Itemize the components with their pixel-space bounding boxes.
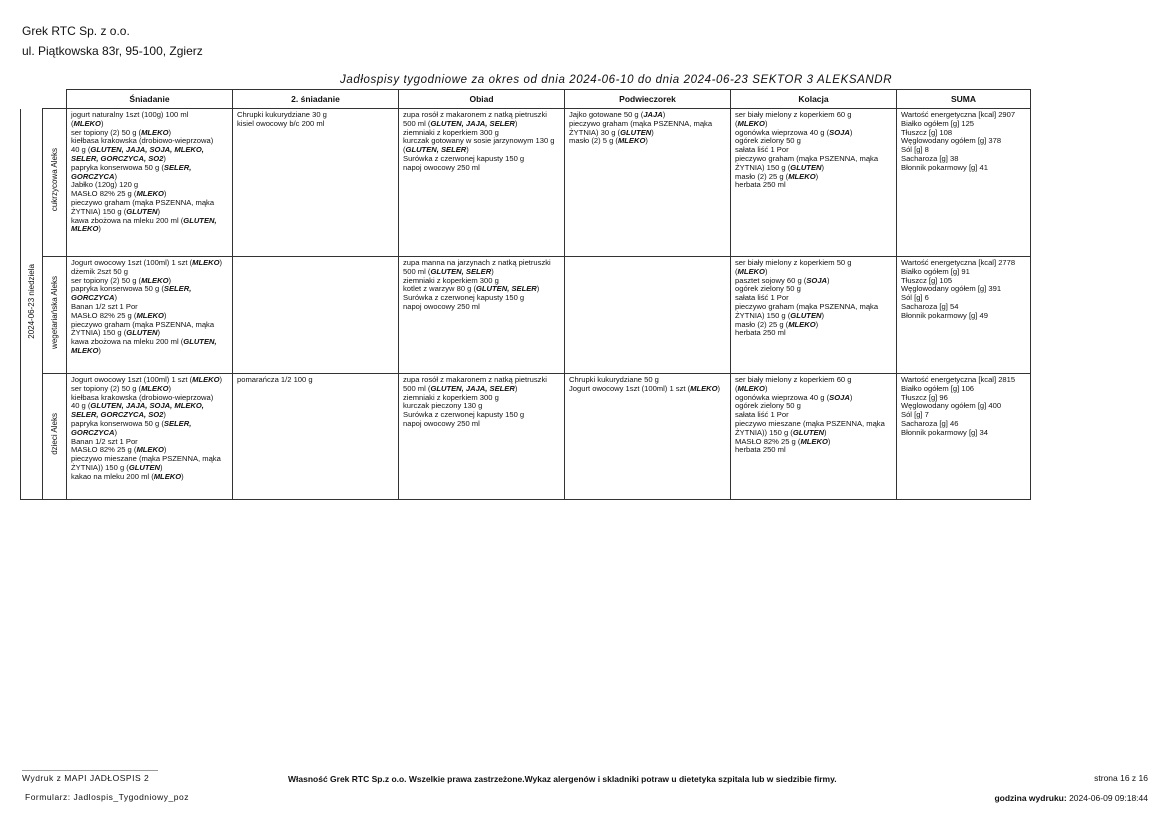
item-text: ziemniaki z koperkiem 300 g [403,392,499,402]
allergen-text: GORCZYCA [71,427,115,437]
item-text: Banan 1/2 szt 1 Por [71,301,138,311]
item-text: Jogurt owocowy 1szt (100ml) 1 szt ( [569,383,691,393]
item-text: ) [717,383,721,393]
diet-label: wegetariańska Aleks [50,276,59,349]
cell-line [569,137,726,146]
item-text: ) [821,162,825,172]
item-text: sałata liść 1 Por [735,410,789,420]
item-text: ) [168,275,172,285]
item-text: ) [98,345,101,355]
allergen-text: MLEKO [737,266,765,276]
item-text: Chrupki kukurydziane 50 g [569,375,659,384]
item-text: Jabłko (120g) 120 g [71,180,139,190]
item-text: ( [735,266,738,276]
allergen-text: GLUTEN, JAJA, SOJA, MLEKO, [90,145,204,155]
header-row [21,90,1031,109]
item-text: ŻYTNIA) 30 g ( [569,127,621,137]
allergen-text: MLEKO [737,383,765,393]
item-text: ) [160,462,163,472]
item-text: napoj owocowy 250 ml [403,418,480,428]
column-header-drugie-sniadanie: 2. śniadanie [233,90,399,109]
summary-cell [897,257,1031,374]
allergen-text: GLUTEN [790,310,822,320]
item-text: ogórek zielony 50 g [735,401,801,411]
item-text: 500 ml ( [403,118,431,128]
allergen-text: MLEKO [737,118,765,128]
cell-line [403,420,560,429]
column-header-sniadanie: Śniadanie [67,90,233,109]
weekly-menu-table [20,89,1031,500]
allergen-text: GLUTEN, JAJA, SELER [430,383,515,393]
item-text: ( [71,118,74,128]
allergen-text: SELER, [163,284,192,294]
item-text: ) [849,127,853,137]
allergen-text: MLEKO [136,310,164,320]
item-text: ) [764,383,768,393]
date-label: 2024-06-23 niedziela [27,263,36,339]
cell-line [71,473,228,482]
item-text: ) [514,383,518,393]
meal-cell [731,374,897,500]
item-text: Surówka z czerwonej kapusty 150 g [403,410,525,420]
item-text: Białko ogółem [g] 106 [901,383,975,393]
item-text: dżemik 2szt 50 g [71,266,128,276]
item-text: masło (2) 25 g ( [735,171,789,181]
allergen-text: MLEKO [617,136,646,146]
item-text: Błonnik pokarmowy [g] 34 [901,427,988,437]
item-text: Jogurt owocowy 1szt (100ml) 1 szt ( [71,258,193,267]
allergen-text: SELER, [163,162,192,172]
meal-cell [233,109,399,257]
item-text: pieczywo graham (mąka PSZENNA, mąka [735,301,879,311]
meal-cell [399,109,565,257]
item-text: ser topiony (2) 50 g ( [71,127,142,137]
item-text: 500 ml ( [403,383,431,393]
item-text: ) [219,375,223,384]
summary-cell [897,374,1031,500]
cell-line [735,329,892,338]
table-row [21,109,1031,257]
item-text: jogurt naturalny 1szt (100g) 100 ml [71,110,189,119]
item-text: Tłuszcz [g] 105 [901,275,953,285]
item-text: ser biały mielony z koperkiem 60 g [735,110,852,119]
allergen-text: GLUTEN [790,162,822,172]
footer-ownership: Własność Grek RTC Sp.z o.o. Wszelkie prawa zastrzeżone.Wykaz alergenów i skladniki potraw u dietetyka szpitala lub w siedzibie firmy. [288,774,837,784]
item-text: ŻYTNIA) 150 g ( [71,328,127,338]
diet-label: cukrzycowa Aleks [50,148,59,212]
item-text: ) [163,445,167,455]
item-text: Wartość energetyczna [kcal] 2907 [901,110,1016,119]
footer-divider [22,770,158,771]
allergen-text: GLUTEN [126,206,158,216]
item-text: pieczywo graham (mąka PSZENNA, mąka [569,118,713,128]
allergen-text: MLEKO [71,345,99,355]
table-row [21,257,1031,374]
diet-cell [43,257,67,374]
document-title: Jadłospisy tygodniowe za okres od dnia 2024-06-10 do dnia 2024-06-23 SEKTOR 3 ALEKSANDR [340,74,893,86]
allergen-text: GLUTEN, JAJA, SOJA, MLEKO, [90,401,204,411]
item-text: pomarańcza 1/2 100 g [237,375,313,384]
item-text: Węglowodany ogółem [g] 400 [901,401,1002,411]
item-text: masło (2) 5 g ( [569,136,618,146]
item-text: ) [100,118,104,128]
cell-line [403,303,560,312]
date-cell [21,109,43,500]
print-time-value: 2024-06-09 09:18:44 [1069,793,1148,803]
item-text: herbata 250 ml [735,445,786,455]
item-text: ziemniaki z koperkiem 300 g [403,127,499,137]
meal-cell [67,257,233,374]
item-text: ŻYTNIA)) 150 g ( [71,462,129,472]
allergen-text: SOJA [829,392,850,402]
item-text: masło (2) 25 g ( [735,319,789,329]
item-text: napoj owocowy 250 ml [403,162,480,172]
item-text: ) [827,436,831,446]
item-text: kawa zbożowa na mleku 200 ml ( [71,215,184,225]
allergen-text: GLUTEN, [183,215,217,225]
cell-line [735,446,892,455]
cell-line [403,164,560,173]
meal-cell [399,374,565,500]
column-header-obiad: Obiad [399,90,565,109]
item-text: Sacharoza [g] 46 [901,418,959,428]
allergen-text: MLEKO [788,319,816,329]
item-text: Jajko gotowane 50 g ( [569,110,644,119]
item-text: ) [849,392,853,402]
item-text: zupa rosół z makaronem z natką pietruszki [403,110,547,119]
item-text: ser topiony (2) 50 g ( [71,383,142,393]
item-text: Węglowodany ogółem [g] 391 [901,284,1002,294]
item-text: MASŁO 82% 25 g ( [71,189,137,199]
item-text: ( [735,383,738,393]
item-text: Węglowodany ogółem [g] 378 [901,136,1002,146]
allergen-text: MLEKO [73,118,101,128]
allergen-text: MLEKO [690,383,718,393]
item-text: kotlet z warzyw 80 g ( [403,284,477,294]
item-text: ) [815,319,819,329]
meal-cell [565,257,731,374]
item-text: ŻYTNIA)) 150 g ( [735,427,793,437]
item-text: 500 ml ( [403,266,431,276]
header-spacer [43,90,67,109]
item-text: Tłuszcz [g] 108 [901,127,953,137]
footer-form: Formularz: Jadlospis_Tygodniowy_poz [25,792,189,802]
column-header-suma: SUMA [897,90,1031,109]
meal-cell [233,257,399,374]
allergen-text: MLEKO [192,258,220,267]
item-text: ) [536,284,540,294]
meal-cell [399,257,565,374]
item-text: ŻYTNIA) 150 g ( [71,206,127,216]
meal-cell [565,374,731,500]
diet-cell [43,109,67,257]
diet-label: dzieci Aleks [50,413,59,455]
item-text: Sacharoza [g] 54 [901,301,959,311]
item-text: ) [466,145,469,155]
item-text: ) [163,189,167,199]
cell-line [71,347,228,356]
footer-printout: Wydruk z MAPI JADŁOSPIS 2 [22,773,150,783]
allergen-text: SOJA [806,275,828,285]
column-header-podwieczorek: Podwieczorek [565,90,731,109]
item-text: ) [163,410,166,420]
diet-cell [43,374,67,500]
summary-cell [897,109,1031,257]
allergen-text: GLUTEN, [183,337,217,347]
item-text: ogórek zielony 50 g [735,136,801,146]
item-text: ) [514,118,518,128]
allergen-text: MLEKO [71,224,99,234]
allergen-text: GLUTEN, JAJA, SELER [430,118,515,128]
allergen-text: MLEKO [800,436,828,446]
allergen-text: GLUTEN [128,462,161,472]
item-text: ) [114,427,117,437]
item-text: ŻYTNIA) 150 g ( [735,162,791,172]
meal-cell [67,374,233,500]
item-text: ) [764,118,768,128]
item-text: Banan 1/2 szt 1 Por [71,436,138,446]
item-text: ser biały mielony z koperkiem 50 g [735,258,852,267]
item-text: ) [114,171,117,181]
allergen-text: SELER, [163,418,192,428]
page-number: strona 16 z 16 [1094,773,1148,783]
item-text: sałata liść 1 Por [735,293,789,303]
item-text: ser biały mielony z koperkiem 60 g [735,375,852,384]
item-text: ) [827,275,830,285]
cell-line [71,225,228,234]
column-header-kolacja: Kolacja [731,90,897,109]
allergen-text: MLEKO [788,171,816,181]
meal-cell [233,374,399,500]
item-text: Białko ogółem [g] 125 [901,118,975,128]
allergen-text: GLUTEN [126,328,158,338]
print-time [994,793,1148,803]
item-text: ŻYTNIA) 150 g ( [735,310,791,320]
item-text: pasztet sojowy 60 g ( [735,275,807,285]
item-text: pieczywo graham (mąka PSZENNA, mąka [735,153,879,163]
item-text: herbata 250 ml [735,328,786,338]
item-text: ogórek zielony 50 g [735,284,801,294]
allergen-text: GLUTEN, SELER [476,284,537,294]
item-text: ) [181,471,184,481]
item-text: kisiel owocowy b/c 200 ml [237,118,325,128]
allergen-text: MLEKO [153,471,182,481]
allergen-text: SOJA [829,127,850,137]
allergen-text: GLUTEN [792,427,825,437]
table-row [21,374,1031,500]
allergen-text: GLUTEN, SELER [405,145,467,155]
item-text: ) [168,383,172,393]
allergen-text: SELER, GORCZYCA, SO2 [71,410,164,420]
item-text: kiełbasa krakowska (drobiowo-wieprzowa) [71,136,214,146]
cell-line [569,385,726,394]
item-text: ) [163,310,167,320]
item-text: ) [815,171,819,181]
item-text: MASŁO 82% 25 g ( [735,436,801,446]
allergen-text: MLEKO [192,375,220,384]
item-text: ) [114,293,117,303]
item-text: napoj owocowy 250 ml [403,301,480,311]
item-text: Sól [g] 8 [901,145,929,155]
item-text: ) [157,328,161,338]
item-text: Jogurt owocowy 1szt (100ml) 1 szt ( [71,375,193,384]
item-text: pieczywo graham (mąka PSZENNA, mąka [71,197,215,207]
item-text: kurczak gotowany w sosie jarzynowym 130 g [403,136,555,146]
company-name: Grek RTC Sp. z o.o. [22,24,130,38]
item-text: Białko ogółem [g] 91 [901,266,970,276]
allergen-text: MLEKO [136,189,164,199]
item-text: ( [735,118,738,128]
item-text: Sól [g] 6 [901,293,929,303]
item-text: ogonówka wieprzowa 40 g ( [735,127,830,137]
item-text: 40 g ( [71,145,91,155]
item-text: Wartość energetyczna [kcal] 2778 [901,258,1016,267]
item-text: sałata liść 1 Por [735,145,789,155]
item-text: ) [168,127,172,137]
item-text: herbata 250 ml [735,180,786,190]
item-text: kakao na mleku 200 ml ( [71,471,154,481]
item-text: Sacharoza [g] 38 [901,153,959,163]
meal-cell [731,257,897,374]
item-text: pieczywo mieszane (mąka PSZENNA, mąka [71,454,221,464]
item-text: Surówka z czerwonej kapusty 150 g [403,293,525,303]
item-text: pieczywo mieszane (mąka PSZENNA, mąka [735,418,885,428]
cell-line [237,120,394,129]
item-text: papryka konserwowa 50 g ( [71,418,164,428]
allergen-text: GLUTEN, SELER [430,266,492,276]
allergen-text: GORCZYCA [71,171,115,181]
item-text: pieczywo graham (mąka PSZENNA, mąka [71,319,215,329]
item-text: ) [821,310,825,320]
company-address: ul. Piątkowska 83r, 95-100, Zgierz [22,44,203,58]
item-text: Błonnik pokarmowy [g] 41 [901,162,988,172]
item-text: kiełbasa krakowska (drobiowo-wieprzowa) [71,392,214,402]
allergen-text: JAJA [643,110,663,119]
cell-line [735,181,892,190]
allergen-text: GLUTEN [620,127,652,137]
item-text: ) [491,266,494,276]
item-text: Sól [g] 7 [901,410,929,420]
item-text: ) [157,206,161,216]
allergen-text: GORCZYCA [71,293,115,303]
item-text: Wartość energetyczna [kcal] 2815 [901,375,1016,384]
item-text: 40 g ( [71,401,91,411]
item-text: ) [163,153,166,163]
meal-cell [565,109,731,257]
item-text: kawa zbożowa na mleku 200 ml ( [71,337,184,347]
cell-line [901,164,1026,173]
item-text: kurczak pieczony 130 g [403,401,483,411]
allergen-text: MLEKO [141,383,169,393]
item-text: ) [824,427,827,437]
item-text: ) [662,110,666,119]
item-text: ) [219,258,223,267]
cell-line [237,376,394,385]
item-text: ) [645,136,648,146]
item-text: ) [98,224,101,234]
item-text: ogonówka wieprzowa 40 g ( [735,392,830,402]
item-text: MASŁO 82% 25 g ( [71,310,137,320]
item-text: Surówka z czerwonej kapusty 150 g [403,153,525,163]
item-text: Chrupki kukurydziane 30 g [237,110,327,119]
item-text: zupa manna na jarzynach z natką pietruszki [403,258,551,267]
print-time-label: godzina wydruku: [994,793,1067,803]
allergen-text: MLEKO [141,275,169,285]
item-text: ser topiony (2) 50 g ( [71,275,142,285]
item-text: papryka konserwowa 50 g ( [71,162,164,172]
item-text: Tłuszcz [g] 96 [901,392,948,402]
item-text: ziemniaki z koperkiem 300 g [403,275,499,285]
allergen-text: MLEKO [136,445,164,455]
item-text: MASŁO 82% 25 g ( [71,445,137,455]
cell-line [901,312,1026,321]
item-text: zupa rosół z makaronem z natką pietruszki [403,375,547,384]
meal-cell [67,109,233,257]
item-text: ) [764,266,768,276]
item-text: Błonnik pokarmowy [g] 49 [901,310,988,320]
item-text: papryka konserwowa 50 g ( [71,284,164,294]
meal-cell [731,109,897,257]
cell-line [901,429,1026,438]
item-text: ) [651,127,654,137]
header-spacer [21,90,43,109]
item-text: ( [403,145,406,155]
allergen-text: SELER, GORCZYCA, SO2 [71,153,164,163]
allergen-text: MLEKO [141,127,169,137]
